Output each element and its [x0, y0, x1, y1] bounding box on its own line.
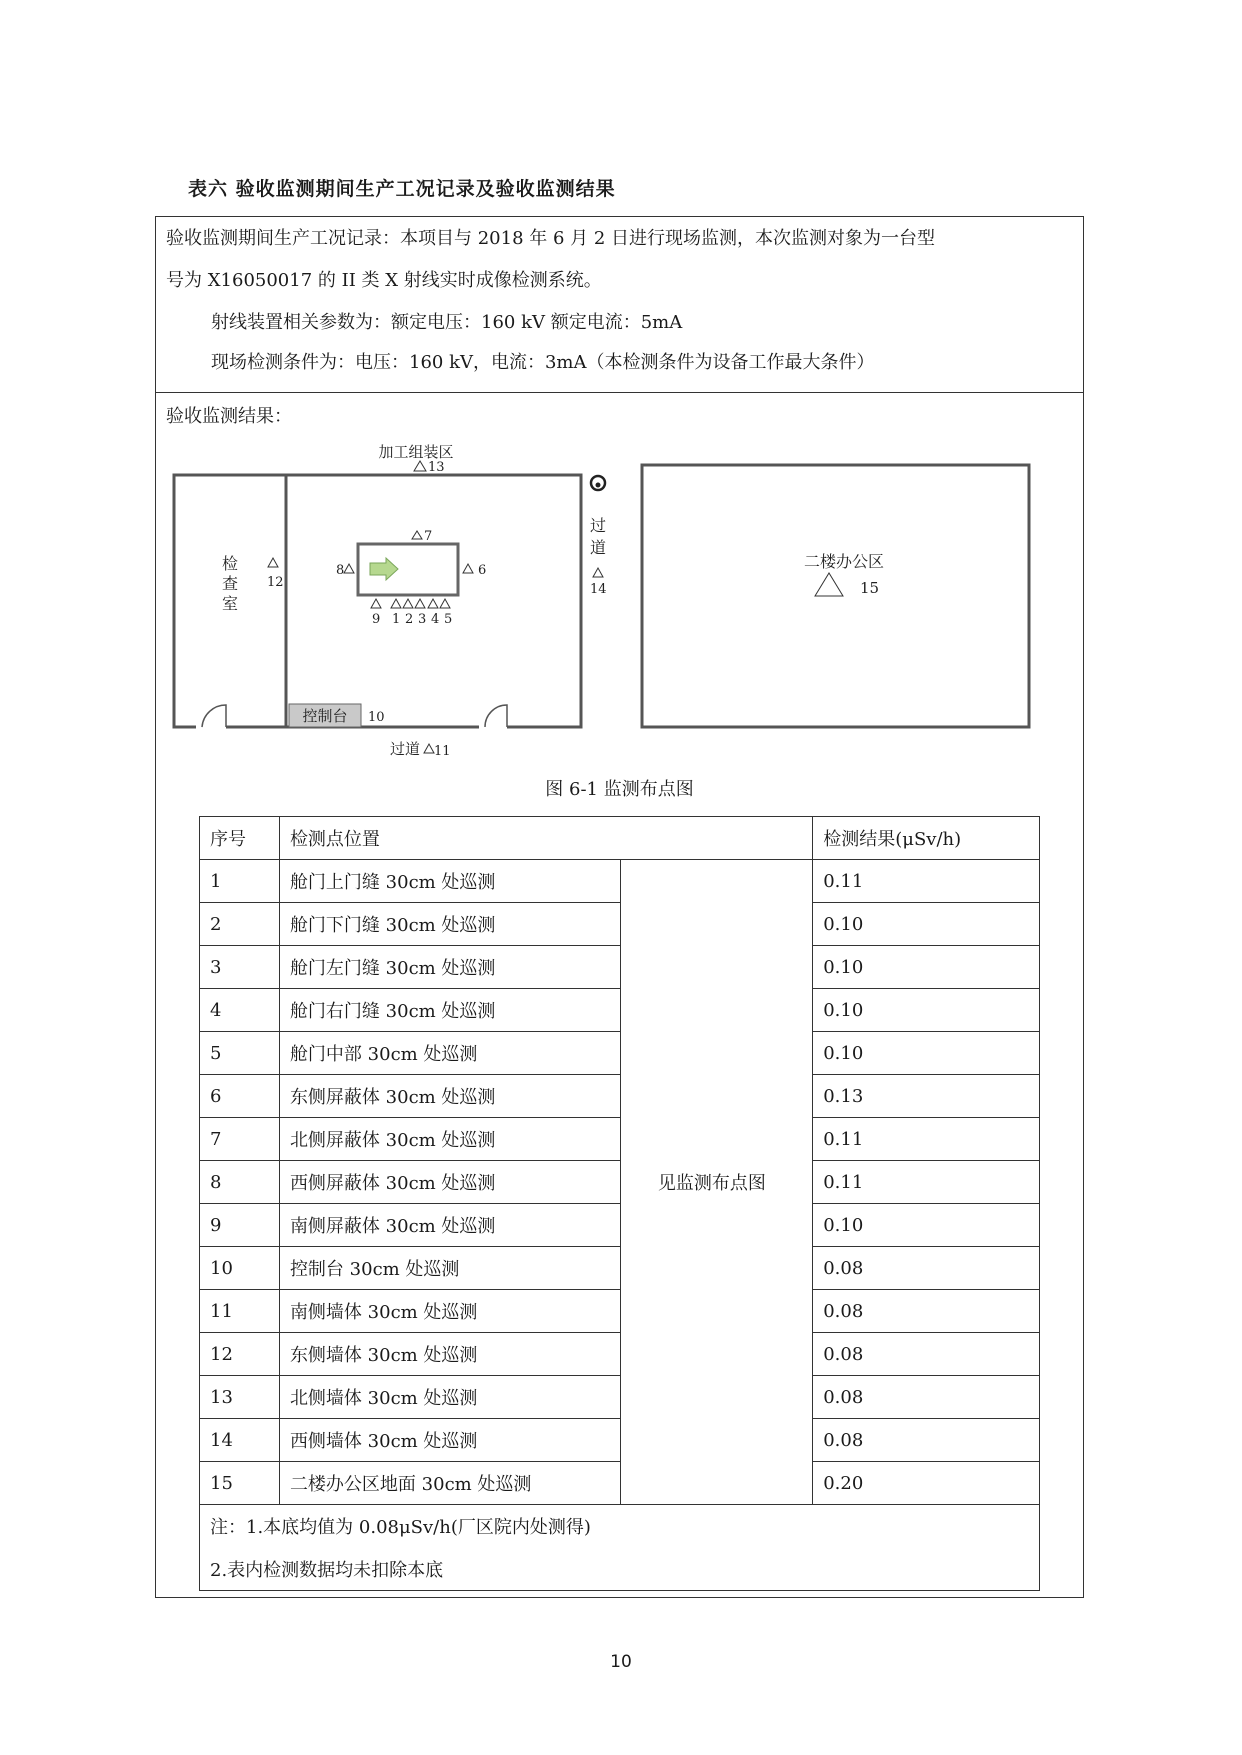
- table-row: [200, 903, 1040, 946]
- door-gap-east: [479, 723, 507, 731]
- inspection-room-char-3: 室: [221, 594, 239, 613]
- row-value: 0.08: [813, 1376, 1040, 1419]
- row-no: 9: [200, 1204, 280, 1247]
- header-no: 序号: [200, 817, 280, 860]
- table-row: [200, 860, 1040, 903]
- row-value: 0.08: [813, 1247, 1040, 1290]
- point-1-marker: [391, 599, 401, 608]
- point-15-label: 15: [860, 579, 880, 597]
- row-value: 0.08: [813, 1419, 1040, 1462]
- point-5-label: 5: [444, 612, 453, 627]
- corridor-east-char-1: 过: [589, 516, 607, 535]
- row-no: 15: [200, 1462, 280, 1505]
- row-no: 2: [200, 903, 280, 946]
- point-10-label: 10: [368, 710, 385, 725]
- row-location: 舱门中部 30cm 处巡测: [279, 1032, 621, 1075]
- results-table-body: [200, 817, 1040, 1591]
- point-13-label: 13: [428, 460, 445, 475]
- row-value: 0.11: [813, 1118, 1040, 1161]
- row-no: 10: [200, 1247, 280, 1290]
- record-line-1: 验收监测期间生产工况记录：本项目与 2018 年 6 月 2 日进行现场监测，本次监测对象为一台型: [166, 228, 936, 249]
- point-15-marker: [815, 573, 843, 596]
- row-no: 13: [200, 1376, 280, 1419]
- row-location: 舱门左门缝 30cm 处巡测: [279, 946, 621, 989]
- point-7-label: 7: [424, 529, 433, 544]
- point-13-marker: [414, 461, 426, 471]
- production-record: [156, 217, 1083, 393]
- row-no: 11: [200, 1290, 280, 1333]
- row-location: 东侧墙体 30cm 处巡测: [279, 1333, 621, 1376]
- arrow-right-icon: [370, 558, 398, 580]
- table-row: [200, 1075, 1040, 1118]
- row-value: 0.10: [813, 1032, 1040, 1075]
- table-row: [200, 1290, 1040, 1333]
- point-8-marker: [344, 564, 354, 573]
- control-desk-label: 控制台: [302, 707, 348, 725]
- table-row: [200, 1419, 1040, 1462]
- point-9-marker: [371, 599, 381, 608]
- table-row: [200, 1118, 1040, 1161]
- row-location: 北侧屏蔽体 30cm 处巡测: [279, 1118, 621, 1161]
- record-line-3: 射线装置相关参数为：额定电压：160 kV 额定电流：5mA: [211, 312, 683, 333]
- row-value: 0.13: [813, 1075, 1040, 1118]
- record-line-4: 现场检测条件为：电压：160 kV，电流：3mA（本检测条件为设备工作最大条件）: [211, 352, 875, 373]
- row-location: 南侧屏蔽体 30cm 处巡测: [279, 1204, 621, 1247]
- point-12-marker: [268, 558, 278, 567]
- row-value: 0.08: [813, 1333, 1040, 1376]
- point-14-marker: [593, 568, 603, 577]
- section-title: 表六 验收监测期间生产工况记录及验收监测结果: [188, 178, 616, 200]
- point-4-marker: [428, 599, 438, 608]
- table-row: [200, 1204, 1040, 1247]
- row-value: 0.11: [813, 860, 1040, 903]
- results-label: 验收监测结果：: [166, 406, 292, 427]
- row-no: 5: [200, 1032, 280, 1075]
- row-no: 12: [200, 1333, 280, 1376]
- camera-lens-icon: [596, 483, 601, 488]
- note-row-2: [200, 1548, 1040, 1591]
- point-8-label: 8: [336, 563, 345, 578]
- table-row: [200, 989, 1040, 1032]
- point-11-marker: [424, 744, 434, 753]
- corridor-east-char-2: 道: [589, 538, 607, 557]
- inspection-room-char-1: 检: [221, 554, 239, 573]
- row-location: 南侧墙体 30cm 处巡测: [279, 1290, 621, 1333]
- row-location: 舱门上门缝 30cm 处巡测: [279, 860, 621, 903]
- row-location: 东侧屏蔽体 30cm 处巡测: [279, 1075, 621, 1118]
- merged-reference-cell: 见监测布点图: [621, 860, 813, 1505]
- label-office: 二楼办公区: [803, 552, 885, 571]
- header-location: 检测点位置: [279, 817, 812, 860]
- row-no: 6: [200, 1075, 280, 1118]
- table-row: [200, 1333, 1040, 1376]
- point-2-label: 2: [405, 612, 414, 627]
- row-location: 西侧屏蔽体 30cm 处巡测: [279, 1161, 621, 1204]
- row-value: 0.10: [813, 903, 1040, 946]
- table-row: [200, 1247, 1040, 1290]
- label-north-area: 加工组装区: [378, 443, 454, 461]
- row-location: 舱门下门缝 30cm 处巡测: [279, 903, 621, 946]
- table-header-row: [200, 817, 1040, 860]
- label-south-corridor: 过道: [390, 740, 421, 758]
- door-gap-west: [196, 723, 226, 731]
- row-location: 控制台 30cm 处巡测: [279, 1247, 621, 1290]
- row-no: 3: [200, 946, 280, 989]
- record-line-2: 号为 X16050017 的 II 类 X 射线实时成像检测系统。: [166, 270, 602, 291]
- point-6-label: 6: [478, 563, 487, 578]
- table-row: [200, 946, 1040, 989]
- point-12-label: 12: [267, 575, 284, 590]
- row-no: 14: [200, 1419, 280, 1462]
- point-7-marker: [412, 531, 422, 539]
- row-value: 0.08: [813, 1290, 1040, 1333]
- point-6-marker: [463, 564, 473, 573]
- row-location: 二楼办公区地面 30cm 处巡测: [279, 1462, 621, 1505]
- row-location: 舱门右门缝 30cm 处巡测: [279, 989, 621, 1032]
- results-table: [199, 816, 1040, 1591]
- point-9-label: 9: [372, 612, 381, 627]
- row-value: 0.20: [813, 1462, 1040, 1505]
- point-3-label: 3: [418, 612, 427, 627]
- report-table: [155, 216, 1084, 1598]
- page-number: 10: [610, 1652, 632, 1672]
- point-3-marker: [415, 599, 425, 608]
- table-row: [200, 1376, 1040, 1419]
- point-2-marker: [403, 599, 413, 608]
- note-note2: 2.表内检测数据均未扣除本底: [200, 1548, 1040, 1591]
- point-5-marker: [440, 599, 450, 608]
- point-4-label: 4: [431, 612, 440, 627]
- table-row: [200, 1462, 1040, 1505]
- row-value: 0.11: [813, 1161, 1040, 1204]
- table-row: [200, 1161, 1040, 1204]
- row-value: 0.10: [813, 946, 1040, 989]
- inspection-room-char-2: 查: [221, 574, 239, 593]
- row-no: 8: [200, 1161, 280, 1204]
- row-value: 0.10: [813, 989, 1040, 1032]
- note-note1: 注：1.本底均值为 0.08μSv/h(厂区院内处测得): [200, 1505, 1040, 1548]
- point-11-label: 11: [434, 744, 451, 759]
- table-row: [200, 1032, 1040, 1075]
- row-location: 北侧墙体 30cm 处巡测: [279, 1376, 621, 1419]
- row-location: 西侧墙体 30cm 处巡测: [279, 1419, 621, 1462]
- row-no: 7: [200, 1118, 280, 1161]
- row-no: 1: [200, 860, 280, 903]
- point-14-label: 14: [590, 582, 607, 597]
- row-no: 4: [200, 989, 280, 1032]
- figure-caption: 图 6-1 监测布点图: [545, 779, 694, 800]
- note-row-1: [200, 1505, 1040, 1548]
- monitoring-layout-diagram: [156, 433, 1085, 773]
- header-result: 检测结果(μSv/h): [813, 817, 1040, 860]
- row-value: 0.10: [813, 1204, 1040, 1247]
- point-1-label: 1: [392, 612, 401, 627]
